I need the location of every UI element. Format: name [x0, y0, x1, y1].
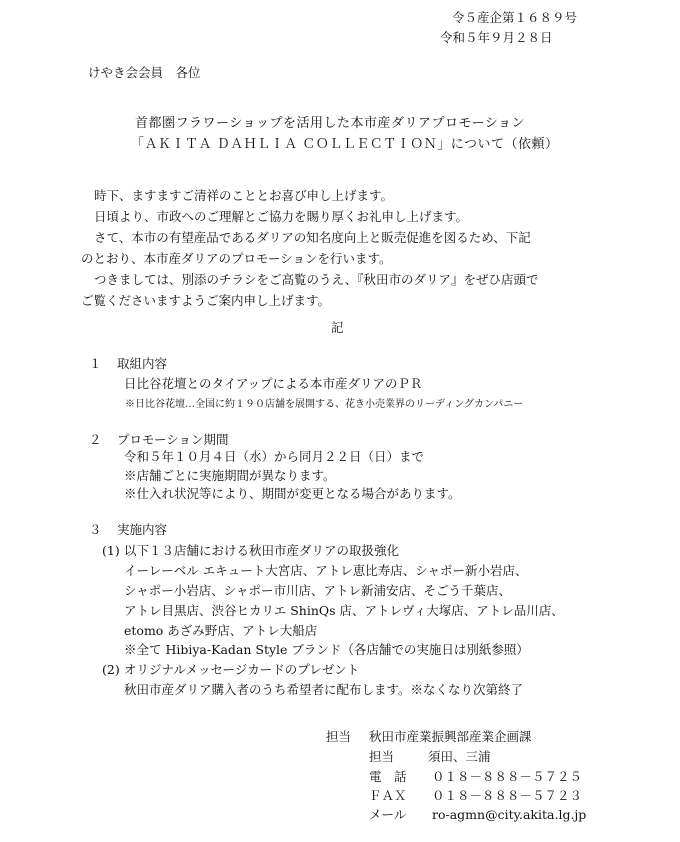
body-paragraph-4-line-2: ご覧くださいますようご案内申し上げます。	[81, 293, 331, 308]
contact-tel-label: 電 話	[369, 769, 407, 784]
body-paragraph-3-line-1: さて、本市の有望産品であるダリアの知名度向上と販売促進を図るため、下記	[94, 230, 531, 245]
title-line-1: 首都圏フラワーショップを活用した本市産ダリアプロモーション	[135, 116, 525, 131]
section-2-line: 令和５年１０月４日（水）から同月２２日（日）まで	[124, 449, 425, 464]
contact-person-label: 担当	[369, 749, 395, 764]
section-3-sub-2-label: (2)	[102, 662, 120, 677]
document-number: 令５産企第１６８９号	[452, 10, 578, 25]
ki-heading: 記	[331, 320, 344, 335]
section-3-heading: 実施内容	[117, 522, 168, 537]
body-paragraph-1: 時下、ますますご清祥のこととお喜び申し上げます。	[94, 188, 394, 203]
store-list-line-3: アトレ目黒店、渋谷ヒカリエ ShinQs 店、アトレヴィ大塚店、アトレ品川店、	[124, 603, 564, 618]
contact-person: 須田、三浦	[428, 749, 491, 764]
document-date: 令和５年９月２８日	[440, 30, 553, 45]
section-1-number: １	[89, 356, 102, 371]
store-list-line-2: シャポー小岩店、シャポー市川店、アトレ新浦安店、そごう千葉店、	[124, 583, 512, 598]
body-paragraph-2: 日頃より、市政へのご理解とご協力を賜り厚くお礼申し上げます。	[94, 209, 469, 224]
section-1-note: ※日比谷花壇…全国に約１９０店舗を展開する、花き小売業界のリーディングカンパニー	[125, 399, 524, 410]
section-2-note-2: ※仕入れ状況等により、期間が変更となる場合があります。	[124, 486, 461, 501]
contact-label: 担当	[326, 729, 352, 744]
contact-fax: ０１８－８８８－５７２３	[432, 788, 583, 803]
section-3-sub-1-note: ※全て Hibiya-Kadan Style ブランド（各店舗での実施日は別紙参照）	[124, 642, 529, 657]
section-3-number: ３	[89, 522, 102, 537]
contact-mail: ro-agmn@city.akita.lg.jp	[432, 807, 587, 822]
contact-department: 秋田市産業振興部産業企画課	[369, 729, 532, 744]
store-list-line-1: イーレーベル エキュート大宮店、アトレ恵比寿店、シャポー新小岩店、	[124, 563, 528, 578]
section-3-sub-2-text: オリジナルメッセージカードのプレゼント	[124, 662, 360, 677]
section-3-sub-1-text: 以下１３店舗における秋田市産ダリアの取扱強化	[124, 543, 400, 558]
contact-mail-label: メール	[369, 807, 407, 822]
section-3-sub-2-line: 秋田市産ダリア購入者のうち希望者に配布します。※なくなり次第終了	[124, 682, 524, 697]
store-list-line-4: etomo あざみ野店、アトレ大船店	[124, 623, 318, 638]
body-paragraph-3-line-2: のとおり、本市産ダリアのプロモーションを行います。	[81, 251, 392, 266]
body-paragraph-4-line-1: つきましては、別添のチラシをご高覧のうえ、『秋田市のダリア』をぜひ店頭で	[94, 272, 539, 287]
section-1-heading: 取組内容	[117, 356, 168, 371]
contact-tel: ０１８－８８８－５７２５	[432, 769, 583, 784]
contact-fax-label: ＦＡＸ	[369, 788, 407, 803]
section-1-line: 日比谷花壇とのタイアップによる本市産ダリアのＰＲ	[124, 376, 423, 391]
section-2-number: ２	[89, 432, 102, 447]
section-3-sub-1-label: (1)	[102, 543, 120, 558]
addressee: けやき会会員 各位	[88, 65, 201, 80]
title-line-2: 「ＡＫＩＴＡ ＤＡＨＬＩＡ ＣＯＬＬＥＣＴＩＯＮ」について（依頼）	[131, 137, 559, 152]
section-2-heading: プロモーション期間	[117, 432, 229, 447]
section-2-note-1: ※店舗ごとに実施期間が異なります。	[124, 468, 336, 483]
